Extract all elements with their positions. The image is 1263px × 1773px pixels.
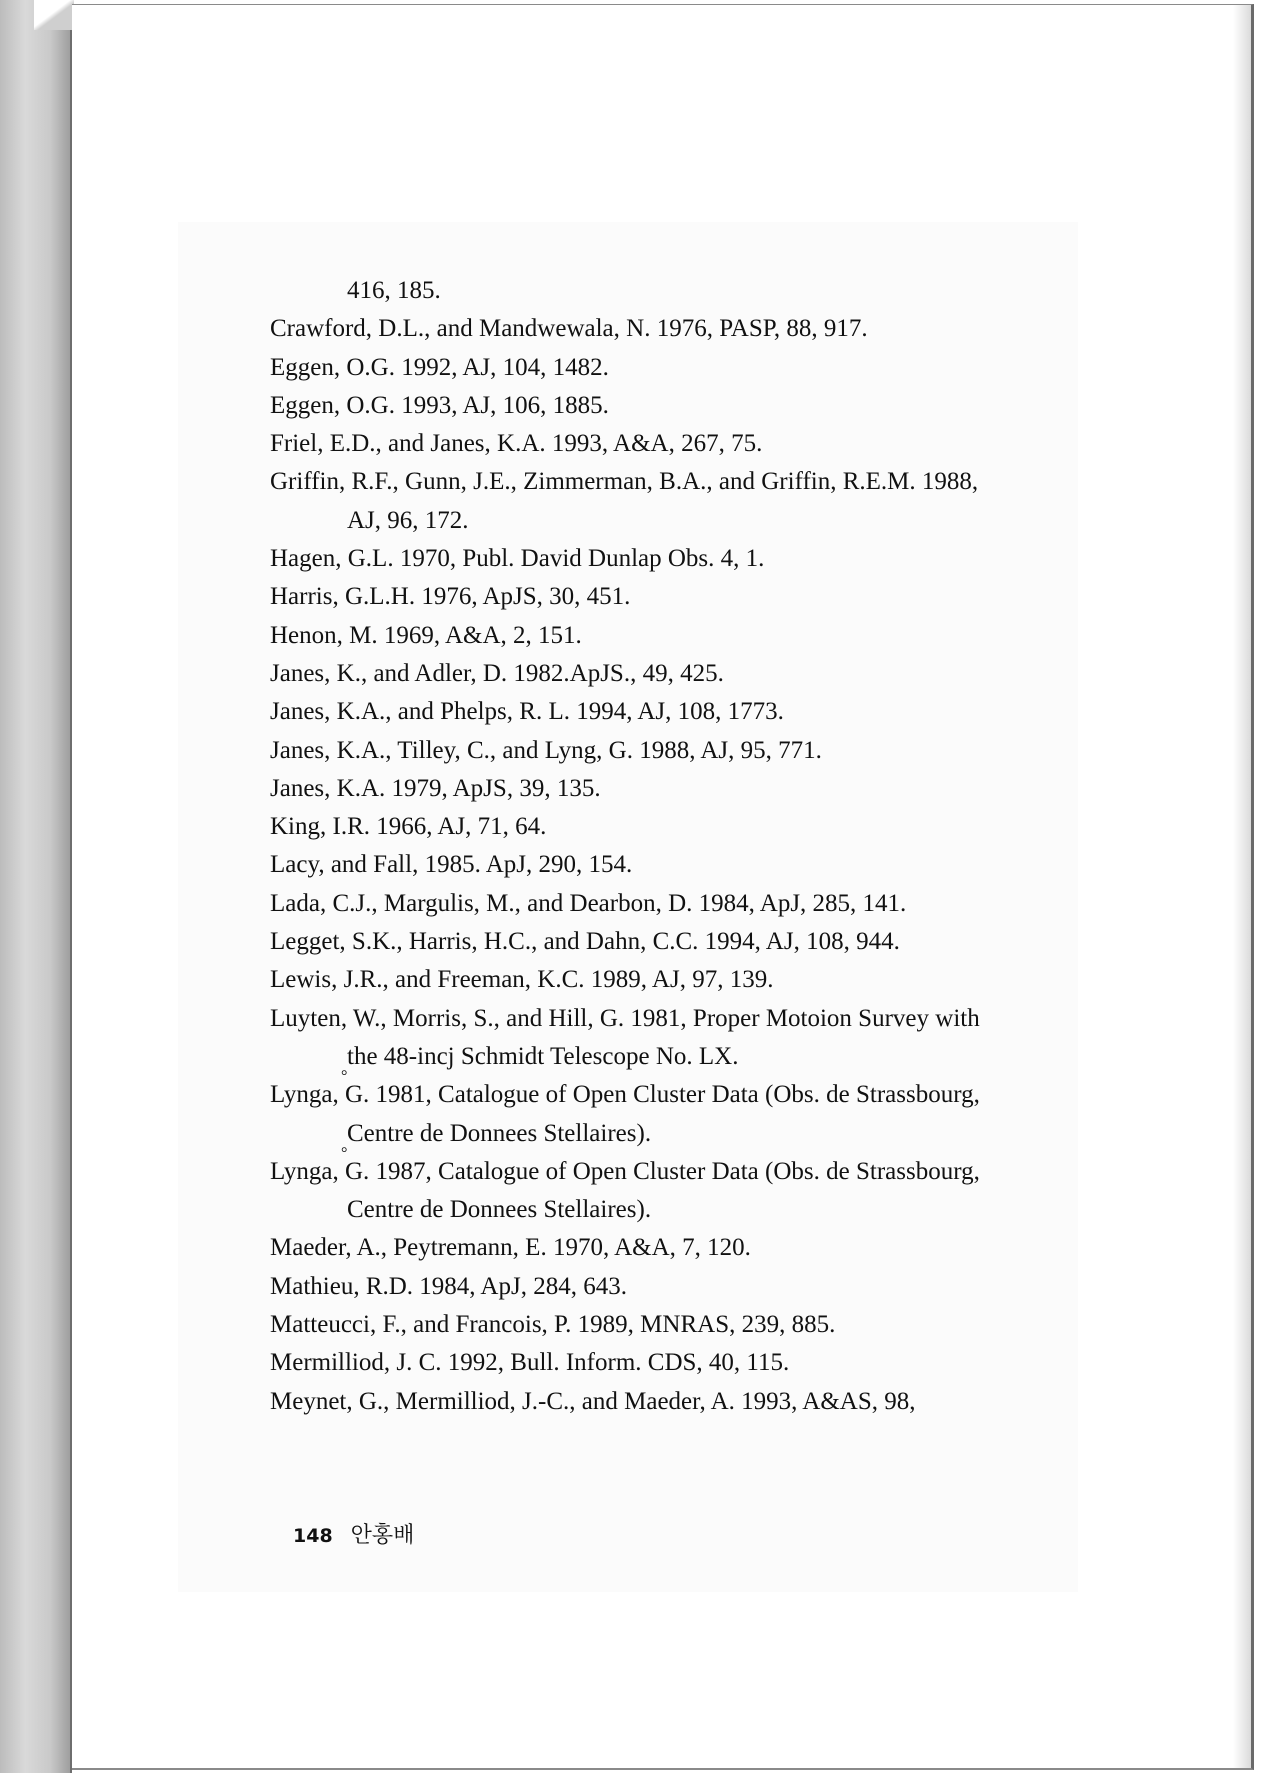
reference-entry — [270, 1144, 1130, 1230]
reference-line: Henon, M. 1969, A&A, 2, 151. — [270, 621, 582, 649]
reference-entry — [270, 1229, 1130, 1267]
reference-line: Friel, E.D., and Janes, K.A. 1993, A&A, 267, 75. — [270, 430, 763, 458]
reference-entry — [270, 272, 1130, 310]
reference-line: Mermilliod, J. C. 1992, Bull. Inform. CDS, 40, 115. — [270, 1349, 790, 1377]
reference-line: Harris, G.L.H. 1976, ApJS, 30, 451. — [270, 583, 631, 611]
reference-line: Legget, S.K., Harris, H.C., and Dahn, C.C. 1994, AJ, 108, 944. — [270, 928, 900, 956]
reference-entry — [270, 961, 1130, 999]
reference-line: Lada, C.J., Margulis, M., and Dearbon, D. 1984, ApJ, 285, 141. — [270, 889, 907, 917]
reference-line: Lynga, G. 1981, Catalogue of Open Cluster Data (Obs. de Strassbourg, — [270, 1081, 980, 1109]
reference-entry — [270, 463, 1130, 540]
reference-entry — [270, 732, 1130, 770]
page-footer — [293, 1518, 414, 1549]
reference-entry — [270, 425, 1130, 463]
reference-entry — [270, 693, 1130, 731]
reference-entry — [270, 1268, 1130, 1306]
reference-line: Crawford, D.L., and Mandwewala, N. 1976, PASP, 88, 917. — [270, 315, 868, 343]
book-spine — [0, 0, 72, 1773]
reference-entry — [270, 1068, 1130, 1153]
reference-continuation-line: Centre de Donnees Stellaires). — [347, 1196, 652, 1224]
page-number: 148 — [293, 1525, 333, 1547]
reference-line: Griffin, R.F., Gunn, J.E., Zimmerman, B.A., and Griffin, R.E.M. 1988, — [270, 468, 979, 496]
reference-continuation-line: Centre de Donnees Stellaires). — [347, 1119, 652, 1147]
reference-line: Lewis, J.R., and Freeman, K.C. 1989, AJ, 97, 139. — [270, 966, 774, 994]
reference-line: Maeder, A., Peytremann, E. 1970, A&A, 7, 120. — [270, 1234, 751, 1262]
reference-list — [270, 272, 1130, 1421]
reference-line: Eggen, O.G. 1993, AJ, 106, 1885. — [270, 391, 609, 419]
reference-entry — [270, 310, 1130, 348]
reference-continuation-line: the 48-incj Schmidt Telescope No. LX. — [347, 1042, 739, 1070]
reference-entry — [270, 923, 1130, 961]
ring-diacritic: ° — [341, 1068, 348, 1086]
reference-entry — [270, 1344, 1130, 1382]
reference-line: 416, 185. — [347, 277, 441, 304]
reference-entry — [270, 1383, 1130, 1421]
reference-line: Eggen, O.G. 1992, AJ, 104, 1482. — [270, 353, 609, 381]
reference-line: Janes, K.A., and Phelps, R. L. 1994, AJ, 108, 1773. — [270, 698, 784, 726]
author-name: 안홍배 — [350, 1523, 415, 1548]
reference-entry — [270, 617, 1130, 655]
reference-line: Janes, K.A. 1979, ApJS, 39, 135. — [270, 774, 601, 802]
reference-entry — [270, 655, 1130, 693]
reference-entry — [270, 1000, 1130, 1077]
ring-diacritic: ° — [341, 1144, 348, 1162]
reference-entry — [270, 808, 1130, 846]
reference-entry — [270, 349, 1130, 387]
reference-line: Lacy, and Fall, 1985. ApJ, 290, 154. — [270, 851, 633, 879]
reference-entry — [270, 885, 1130, 923]
reference-entry — [270, 1306, 1130, 1344]
reference-line: Lynga, G. 1987, Catalogue of Open Cluster Data (Obs. de Strassbourg, — [270, 1157, 980, 1185]
reference-entry — [270, 540, 1130, 578]
reference-line: Hagen, G.L. 1970, Publ. David Dunlap Obs. 4, 1. — [270, 545, 765, 573]
reference-line: Meynet, G., Mermilliod, J.-C., and Maeder, A. 1993, A&AS, 98, — [270, 1387, 916, 1415]
reference-continuation-line: AJ, 96, 172. — [347, 506, 469, 534]
reference-line: Luyten, W., Morris, S., and Hill, G. 1981, Proper Motoion Survey with — [270, 1004, 980, 1032]
reference-line: King, I.R. 1966, AJ, 71, 64. — [270, 813, 547, 841]
reference-entry — [270, 387, 1130, 425]
reference-line: Janes, K.A., Tilley, C., and Lyng, G. 1988, AJ, 95, 771. — [270, 736, 822, 764]
reference-entry — [270, 770, 1130, 808]
book-corner — [34, 0, 74, 30]
page-edge-shadow — [1233, 5, 1251, 1768]
reference-entry — [270, 846, 1130, 884]
reference-entry — [270, 578, 1130, 616]
reference-line: Janes, K., and Adler, D. 1982.ApJS., 49, 425. — [270, 659, 724, 687]
reference-line: Matteucci, F., and Francois, P. 1989, MNRAS, 239, 885. — [270, 1311, 836, 1339]
reference-line: Mathieu, R.D. 1984, ApJ, 284, 643. — [270, 1272, 627, 1300]
